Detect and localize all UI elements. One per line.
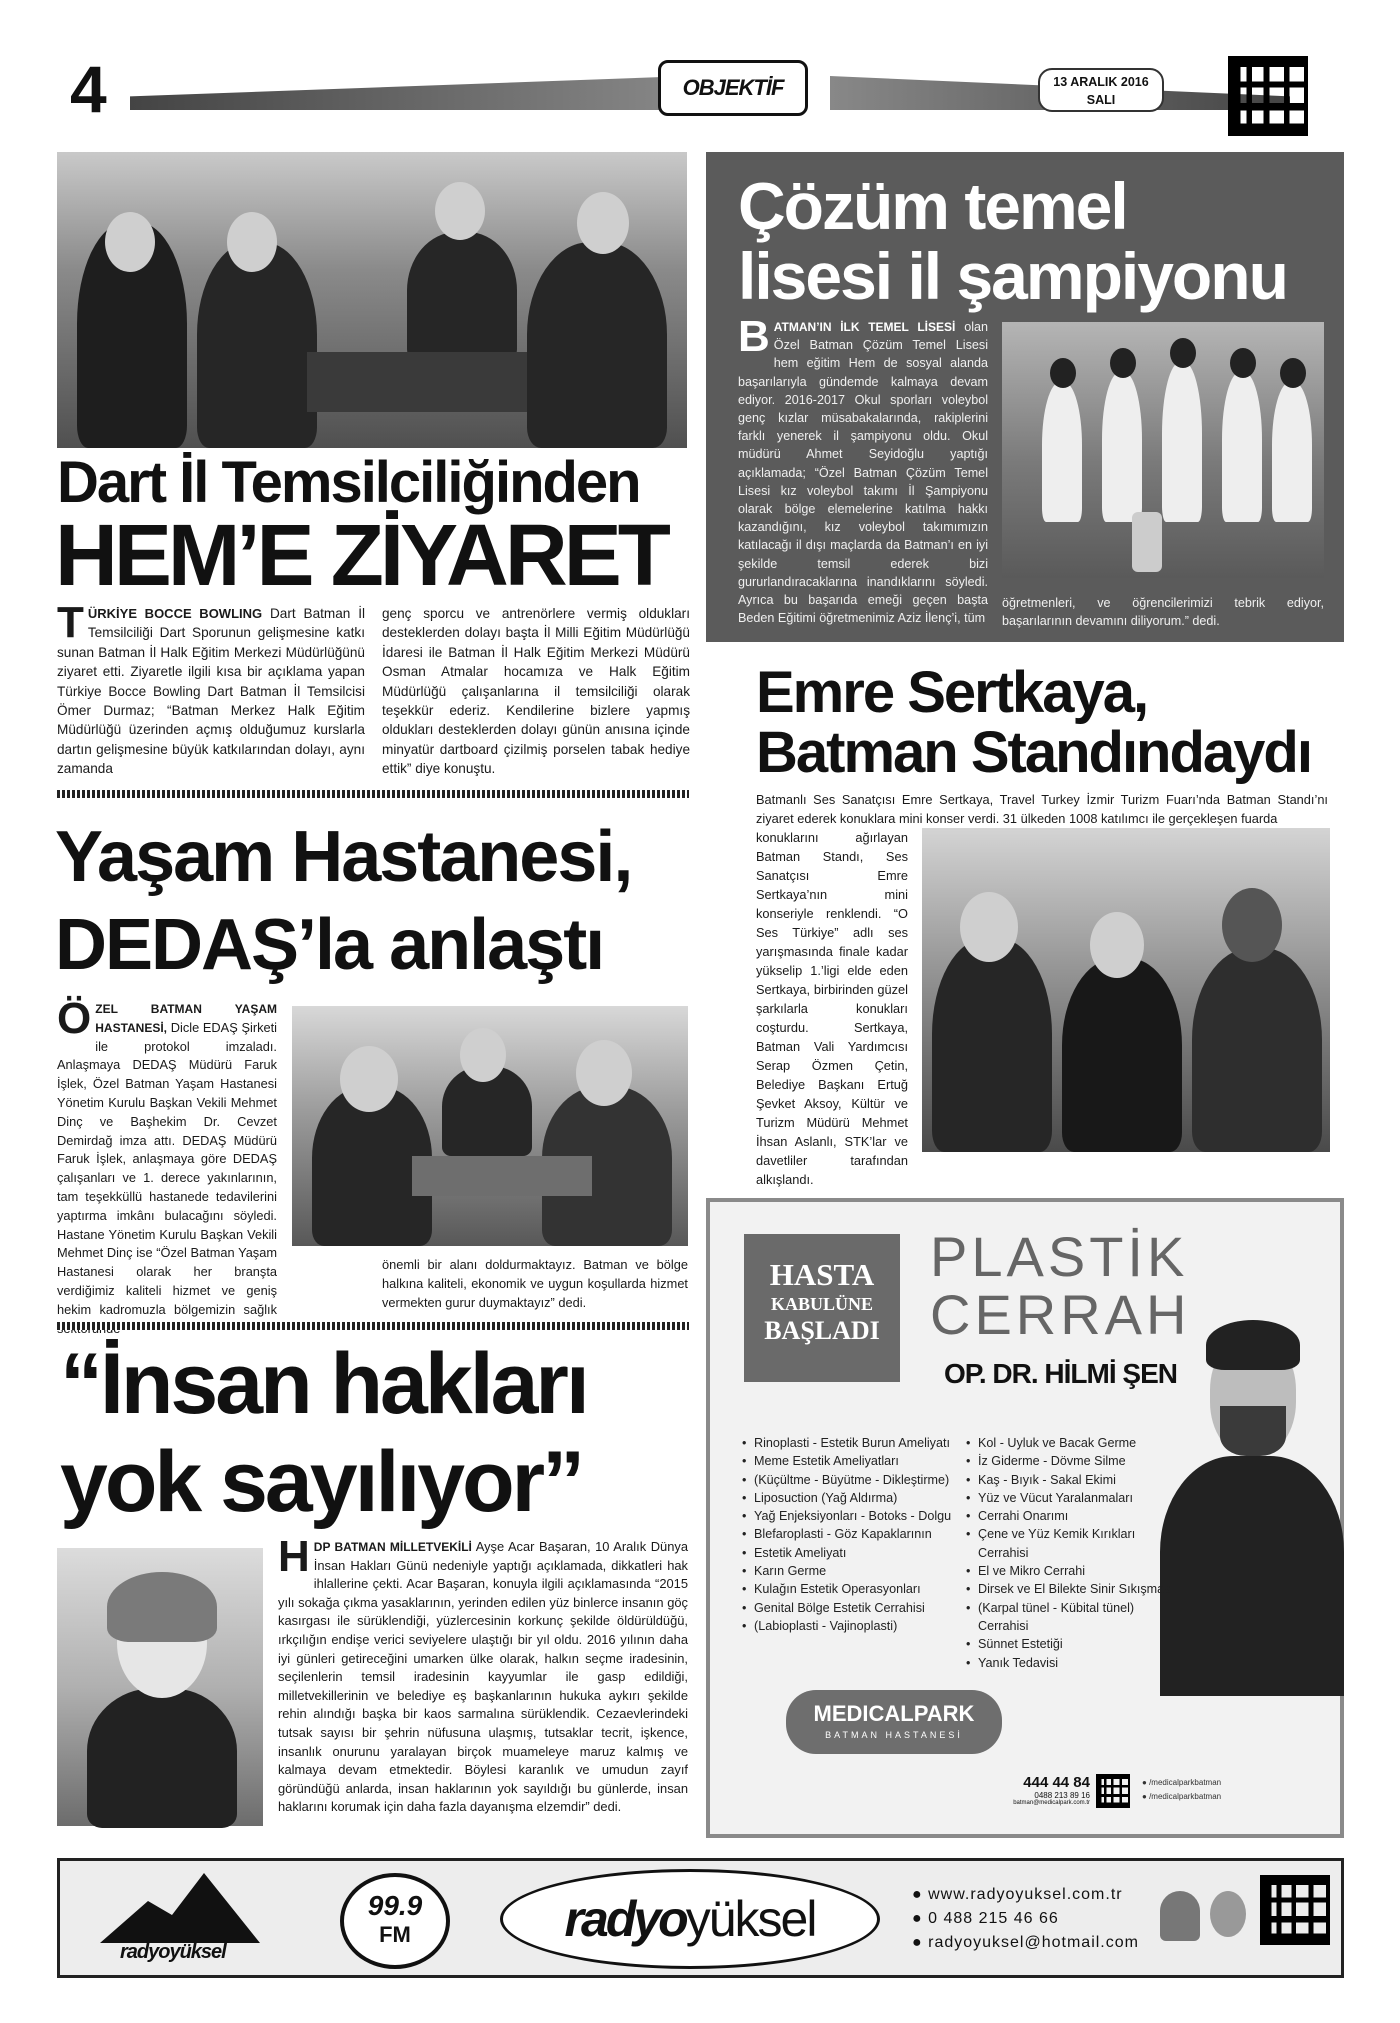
footer-radio-logo: radyo yüksel <box>500 1869 880 1969</box>
mail-icon: ● <box>912 1934 929 1951</box>
article2-box <box>706 152 1344 642</box>
facebook-icon: ● <box>1142 1778 1147 1787</box>
apple-icon <box>1210 1891 1246 1937</box>
frequency-badge: 99.9 FM <box>340 1873 450 1969</box>
header-qr-code <box>1228 56 1308 136</box>
date-box <box>1038 68 1164 112</box>
article4-col2: önemli bir alanı doldurmaktayız. Batman ve bölge halkına kaliteli, ekonomik ve uygun koşullarda hizmet vermekten gurur duymaktayız” dedi. <box>382 1257 688 1310</box>
ad-box <box>706 1198 1344 1838</box>
page-number: 4 <box>70 52 107 126</box>
article3-intro: Batmanlı Ses Sanatçısı Emre Sertkaya, Travel Turkey İzmir Turizm Fuarı’nda Batman Standı’nı ziyaret ederek konuklara mini konser verdi. 31 ülkeden 1008 katılımcı ile gerçekleşen fuarda <box>756 792 1328 826</box>
ad-phone: 444 44 84 <box>1023 1774 1090 1791</box>
article5-text: HDP BATMAN MİLLETVEKİLİ Ayşe Acar Başaran, 10 Aralık Dünya İnsan Hakları Günü nedeniyle yaptığı açıklamada, dikkatleri hak ihlallerine çekti. Acar Başaran, konuyla ilgili açıklamasında “2015 yılı sokağa çıkma yasaklarının, yerinden edilen yüz binlerce insanın göç kasırgası ile sürüklendiği, yüzlercesinin korkunç şekilde öldürüldüğü, ırkçılığın endişe verici seviyelere ulaştığı bir yıl oldu. 2016 yılının daha iyi günleri getireceğini umarken ülke olarak, halkın seçme iradesinin, seçilenlerin temsil iradesinin kayyumlar ile gasp edildiği, milletvekillerinin ve belediye eş başkanlarının hukuka aykırı şekilde rehin alındığı başka bir kaos sarmalına sürüklendik. Cezaevlerindeki tutsak sayısı bir şehrin nüfusuna ulaşmış, tutsaklar tecrit, işkence, insanlık onurunu yaralayan birçok muameleye maruz kalmış ve kalmaya devam etmektedir. Böylesi karanlık ve umudun zayıf göründüğü anlarda, insan haklarının yok sayıldığı bu günlerde, insan haklarını korumak için daha fazla dayanışma elzemdir” dedi. <box>278 1532 688 1815</box>
article2-photo <box>1002 322 1324 578</box>
article4-photo <box>292 1006 688 1246</box>
article2-text: BATMAN’IN İLK TEMEL LİSESİ olan Özel Batman Çözüm Temel Lisesi hem eğitim Hem de sosyal alanda başarılarıyla gündemde kalmaya devam ediyor. 2016-2017 Okul sporları voleybol genç kızlar müsabakalarında, rakiplerini farklı yenerek il şampiyonu oldu. Okul müdürü Ahmet Seyidoğlu yaptığı açıklamada; “Özel Batman Çözüm Temel Lisesi kız voleybol takımı İl Şampiyonu olarak bölge elemelerine katılma hakkı kazandığını, kız voleybol takımımızın katılacağı il dışı maçlarda da Batman’ı en iyi şekilde temsil ederek bizi gururlandıracaklarına inandıklarını söyledi. Ayrıca bu başarıda emeği geçen başta Beden Eğitimi öğretmenimiz Aziz İlenç’i, tüm <box>738 312 989 626</box>
header-band-left <box>130 76 690 110</box>
globe-icon: ● <box>912 1886 929 1903</box>
ad-social: ● /medicalparkbatman ● /medicalparkbatman <box>1142 1778 1222 1801</box>
ad-phone2: 0488 213 89 16 <box>1034 1791 1090 1800</box>
article2-headline-1: Çözüm temel <box>738 169 1127 243</box>
phone-icon: ● <box>912 1910 929 1927</box>
article3-photo <box>922 828 1330 1152</box>
article1-col2: genç sporcu ve antrenörlere vermiş oldukları desteklerden dolayı başta İl Milli Eğitim Müdürlüğü İdaresi ile Batman İl Halk Eğitim Merkezi Müdürü Osman Atmalar hocamıza ve Halk Eğitim Müdürlüğü çalışanlarına il temsilciliği olarak teşekkür ederiz. Kendilerine bizlere yapmış oldukları desteklerden dolayı günün anısına içinde minyatür dartboard çizilmiş porselen tabak hediye ettik” diye konuştu. <box>382 606 690 777</box>
newspaper-logo: OBJEKTİF <box>658 60 808 116</box>
ad-services-left: • Rinoplasti - Estetik Burun Ameliyatı • Meme Estetik Ameliyatları • (Küçültme - Büyütme - Dikleştirme) • Liposuction (Yağ Aldırma) • Yağ Enjeksiyonları - Botoks - Dolgu • Blefaroplasti - Göz Kapaklarının • Estetik Ameliyatı • Karın Germe • Kulağın Estetik Operasyonları • Genital Bölge Estetik Cerrahisi • (Labioplasti - Vajinoplasti) <box>740 1434 960 1635</box>
article4-col1: ÖZEL BATMAN YAŞAM HASTANESİ, Dicle EDAŞ Şirketi ile protokol imzaladı. Anlaşmaya DEDAŞ Müdürü Faruk İşlek, Özel Batman Yaşam Hastanesi Yönetim Kurulu Başkan Vekili Mehmet Dinç ve Başhekim Dr. Cevzet Demirdağ imza attı. DEDAŞ Müdürü Faruk İşlek, anlaşmaya göre DEDAŞ çalışanları ve 1. derece yakınlarının, tam teşekküllü hastanede tedavilerini yaptırma imkânı bulacağını söyledi. Hastane Yönetim Kurulu Başkan Vekili Mehmet Dinç ise “Özel Batman Yaşam Hastanesi olarak her branşta verdiğimiz kaliteli hizmet ve geniş hekim kadromuzla bölgemizin sağlık <box>57 994 277 1317</box>
ad-doctor-name: OP. DR. HİLMİ ŞEN <box>944 1358 1177 1389</box>
footer-ad <box>57 1858 1344 1978</box>
article3-text: konuklarını ağırlayan Batman Standı, Ses Sanatçısı Emre Sertkaya’nın mini konseriyle renklendi. “O Ses Türkiye” adlı ses yarışmasında finale kadar yükselip 1.’ligi elde eden Sertkaya, birbirinden güzel şarkılarla konukları coşturdu. Sertkaya, Batman Vali Yardımcısı Serap Özmen Çetin, Belediye Başkanı Ertuğ Şevket Aksoy, Kültür ve Turizm Müdürü Mehmet İhsan Aslanlı, STK’lar ve davetliler tarafından alkışlandı. <box>756 830 908 1187</box>
article1-photo <box>57 152 687 448</box>
ad-title: PLASTİK CERRAH <box>930 1225 1191 1346</box>
day: SALI <box>1086 93 1116 107</box>
ad-qr-code <box>1096 1774 1130 1808</box>
article1-col1: TÜRKİYE BOCCE BOWLING Dart Batman İl Temsilciliği Dart Sporunun gelişmesine katkı sunan Batman İl Halk Eğitim Merkezi Müdürlüğünü ziyaret etti. Ziyaretle ilgili kısa bir açıklama yapan Türkiye Bocce Bowling Dart Batman İl Temsilcisi Ömer Durmaz; “Batman Merkez Halk Eğitim Müdürlüğü üzerinden açmış olduğumuz kurslarla dartın gelişmesine büyük katkılarından dolayı, aynı zamanda <box>57 598 365 777</box>
android-icon <box>1160 1891 1200 1941</box>
article5-headline-1: “İnsan hakları <box>60 1336 587 1432</box>
ad-badge: HASTA KABULÜNE BAŞLADI <box>744 1234 900 1382</box>
footer-contact <box>912 1883 1139 1955</box>
mountain-logo <box>100 1873 260 1943</box>
footer-qr-code <box>1260 1875 1330 1945</box>
article2-headline-2: lisesi il şampiyonu <box>738 239 1287 313</box>
divider <box>57 1322 689 1330</box>
article4-headline-1: Yaşam Hastanesi, <box>55 817 632 897</box>
footer-phone: ● 0 488 215 46 66 <box>912 1910 1059 1927</box>
ad-hospital-logo: MEDICALPARK BATMAN HASTANESİ <box>786 1690 1002 1754</box>
page-header <box>60 48 1350 140</box>
article5-photo <box>57 1548 263 1826</box>
divider <box>57 790 689 798</box>
article1-headline-2: HEM’E ZİYARET <box>55 507 667 604</box>
article1-headline-1: Dart İl Temsilciliğinden <box>57 450 640 515</box>
footer-email[interactable]: ● radyoyuksel@hotmail.com <box>912 1934 1139 1951</box>
article2-text-end: öğretmenleri, ve öğrencilerimizi tebrik ediyor, başarılarının devamını diliyorum.” dedi. <box>1002 596 1324 629</box>
article3-headline-2: Batman Standındaydı <box>756 720 1311 785</box>
article5-headline-2: yok sayılıyor” <box>60 1434 583 1530</box>
ad-contact <box>1010 1774 1090 1806</box>
article3-headline-1: Emre Sertkaya, <box>756 660 1148 725</box>
instagram-icon: ● <box>1142 1792 1147 1801</box>
footer-radio-small: radyoyüksel <box>120 1941 226 1963</box>
article4-headline-2: DEDAŞ’la anlaştı <box>55 905 604 985</box>
ad-email: batman@medicalpark.com.tr <box>1013 1800 1090 1806</box>
footer-web[interactable]: ● www.radyoyuksel.com.tr <box>912 1886 1123 1903</box>
ad-services-right: • Kol - Uyluk ve Bacak Germe • İz Giderme - Dövme Silme • Kaş - Bıyık - Sakal Ekimi • Yüz ve Vücut Yaralanmaları • Cerrahi Onarımı • Çene ve Yüz Kemik Kırıkları Cerrahisi • El ve Mikro Cerrahi • Dirsek ve El Bilekte Sinir Sıkışması • (Karpal tünel - Kübital tünel) Cerrahisi • Sünnet Estetiği • Yanık Tedavisi <box>964 1434 1184 1672</box>
date: 13 ARALIK 2016 <box>1053 75 1149 89</box>
